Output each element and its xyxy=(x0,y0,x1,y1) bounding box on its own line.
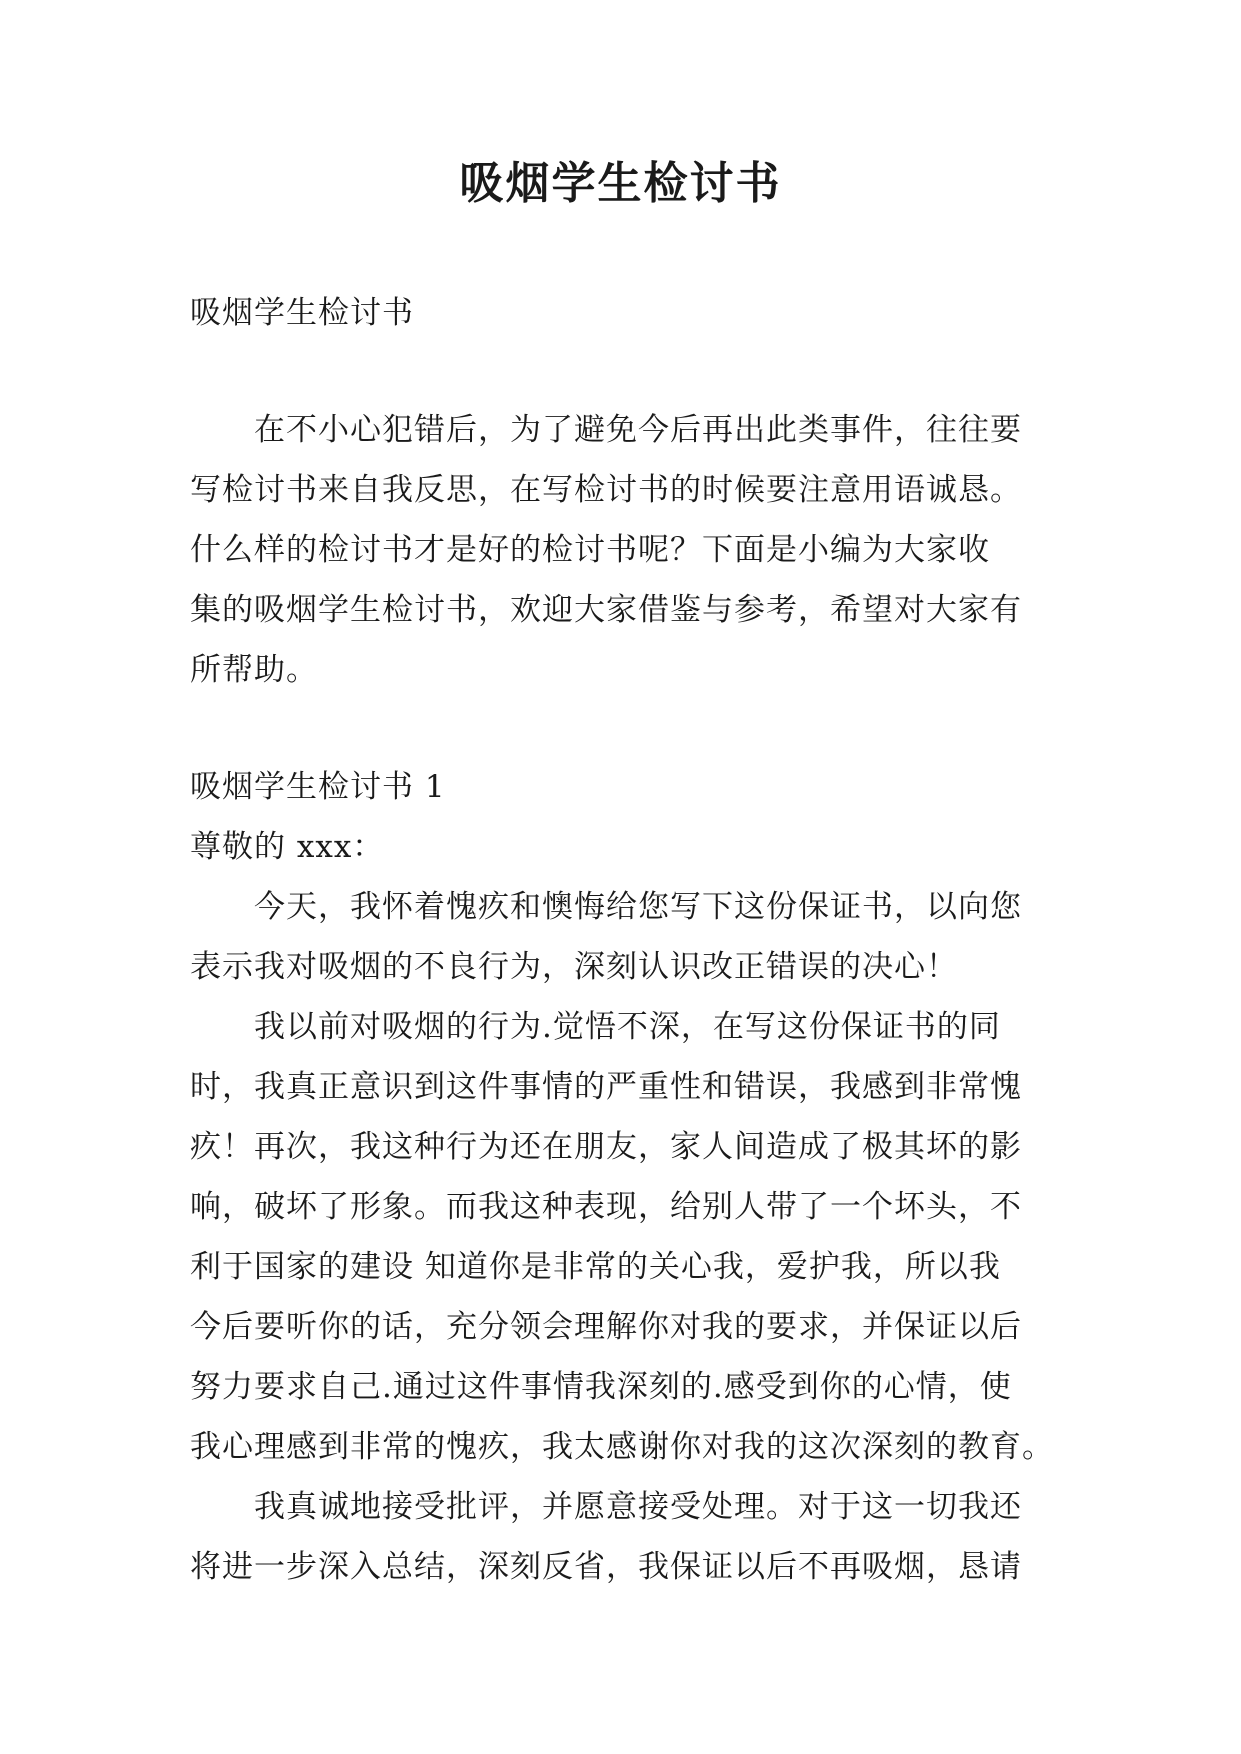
para2-line-3: 疚！再次，我这种行为还在朋友，家人间造成了极其坏的影 xyxy=(190,1129,1022,1165)
para2-line-7: 努力要求自己.通过这件事情我深刻的.感受到你的心情，使 xyxy=(190,1369,1012,1405)
intro-line-5: 所帮助。 xyxy=(190,652,318,688)
para2-line-8: 我心理感到非常的愧疚，我太感谢你对我的这次深刻的教育。 xyxy=(190,1429,1054,1465)
para1-line-1: 今天，我怀着愧疚和懊悔给您写下这份保证书，以向您 xyxy=(254,889,1022,925)
intro-line-3: 什么样的检讨书才是好的检讨书呢？下面是小编为大家收 xyxy=(190,532,990,568)
intro-line-4: 集的吸烟学生检讨书，欢迎大家借鉴与参考，希望对大家有 xyxy=(190,592,1022,628)
document-title: 吸烟学生检讨书 xyxy=(459,158,782,209)
para2-line-6: 今后要听你的话，充分领会理解你对我的要求，并保证以后 xyxy=(190,1309,1022,1345)
para2-line-5: 利于国家的建设 知道你是非常的关心我，爱护我，所以我 xyxy=(190,1249,1001,1285)
para1-line-2: 表示我对吸烟的不良行为，深刻认识改正错误的决心！ xyxy=(190,949,958,985)
para3-line-2: 将进一步深入总结，深刻反省，我保证以后不再吸烟，恳请 xyxy=(190,1549,1022,1585)
document-subtitle: 吸烟学生检讨书 xyxy=(190,295,414,331)
para2-line-4: 响，破坏了形象。而我这种表现，给别人带了一个坏头，不 xyxy=(190,1189,1022,1225)
para2-line-1: 我以前对吸烟的行为.觉悟不深，在写这份保证书的同 xyxy=(254,1009,1001,1045)
salutation: 尊敬的 xxx： xyxy=(190,829,385,865)
intro-line-2: 写检讨书来自我反思，在写检讨书的时候要注意用语诚恳。 xyxy=(190,472,1022,508)
para3-line-1: 我真诚地接受批评，并愿意接受处理。对于这一切我还 xyxy=(254,1489,1022,1525)
section-heading: 吸烟学生检讨书 1 xyxy=(190,769,446,805)
intro-line-1: 在不小心犯错后，为了避免今后再出此类事件，往往要 xyxy=(254,412,1022,448)
para2-line-2: 时，我真正意识到这件事情的严重性和错误，我感到非常愧 xyxy=(190,1069,1022,1105)
